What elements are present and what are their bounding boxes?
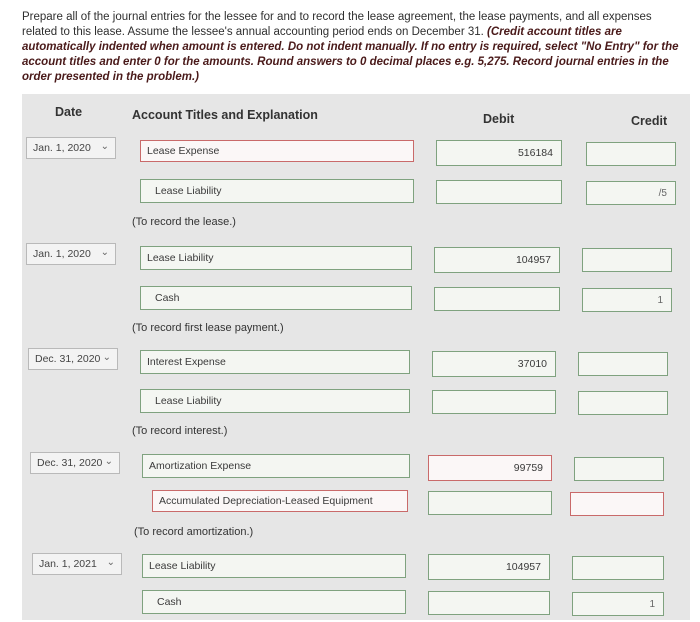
- credit-mark: 1: [657, 294, 663, 306]
- entry-memo: (To record amortization.): [134, 526, 254, 538]
- credit-mark: /5: [658, 187, 667, 199]
- debit-amount-field[interactable]: [428, 591, 550, 615]
- instructions-text: Prepare all of the journal entries for the lessee for and to record the lease agreement, the lease payments, and all expenses related to this lease. Assume the lessee's annual accounting period ends on December 31.: [22, 11, 652, 38]
- chevron-down-icon: ⌄: [106, 557, 115, 568]
- credit-amount-field[interactable]: [586, 142, 676, 166]
- header-date: Date: [55, 105, 83, 119]
- credit-mark: 1: [649, 598, 655, 610]
- credit-amount-field[interactable]: [572, 556, 664, 580]
- credit-account-field[interactable]: Cash: [140, 286, 412, 310]
- credit-amount-field[interactable]: [582, 248, 672, 272]
- debit-account-field[interactable]: Amortization Expense: [142, 454, 410, 478]
- instructions-emphasis: (Credit account titles are automatically indented when amount is entered. Do not indent manually. If no entry is required, select "No Entry" for the account titles and enter 0 for the amounts. Round answers to 0 decimal places e.g. 5,275. Record journal entries in the order presented in the problem.): [22, 26, 679, 83]
- chevron-down-icon: ⌄: [102, 352, 111, 363]
- date-select[interactable]: [32, 553, 122, 575]
- debit-amount-field[interactable]: 104957: [428, 554, 550, 580]
- credit-account-field[interactable]: Accumulated Depreciation-Leased Equipment: [152, 490, 408, 512]
- credit-amount-field[interactable]: [570, 492, 664, 516]
- date-select[interactable]: [26, 137, 116, 159]
- date-value: Dec. 31, 2020: [37, 457, 103, 469]
- debit-amount-field[interactable]: 37010: [432, 351, 556, 377]
- debit-amount-field[interactable]: [432, 390, 556, 414]
- date-value: Jan. 1, 2020: [33, 142, 91, 154]
- debit-amount-field[interactable]: 516184: [436, 140, 562, 166]
- debit-account-field[interactable]: Lease Expense: [140, 140, 414, 162]
- credit-account-field[interactable]: Lease Liability: [140, 179, 414, 203]
- debit-amount-field[interactable]: [428, 491, 552, 515]
- header-account: Account Titles and Explanation: [132, 108, 318, 122]
- header-debit: Debit: [483, 112, 515, 126]
- credit-amount-field[interactable]: [574, 457, 664, 481]
- date-select[interactable]: [28, 348, 118, 370]
- credit-amount-field[interactable]: [572, 592, 664, 616]
- header-credit: Credit: [631, 114, 668, 128]
- credit-amount-field[interactable]: [578, 352, 668, 376]
- debit-amount-field[interactable]: 99759: [428, 455, 552, 481]
- debit-account-field[interactable]: Lease Liability: [142, 554, 406, 578]
- entry-memo: (To record first lease payment.): [132, 322, 284, 334]
- debit-amount-field[interactable]: [436, 180, 562, 204]
- date-select[interactable]: [30, 452, 120, 474]
- debit-amount-field[interactable]: [434, 287, 560, 311]
- date-value: Dec. 31, 2020: [35, 353, 101, 365]
- chevron-down-icon: ⌄: [100, 141, 109, 152]
- credit-account-field[interactable]: Cash: [142, 590, 406, 614]
- chevron-down-icon: ⌄: [104, 456, 113, 467]
- entry-memo: (To record the lease.): [132, 216, 236, 228]
- credit-amount-field[interactable]: [582, 288, 672, 312]
- credit-amount-field[interactable]: [586, 181, 676, 205]
- date-value: Jan. 1, 2021: [39, 558, 97, 570]
- chevron-down-icon: ⌄: [100, 247, 109, 258]
- entry-memo: (To record interest.): [132, 425, 228, 437]
- debit-account-field[interactable]: Lease Liability: [140, 246, 412, 270]
- date-value: Jan. 1, 2020: [33, 248, 91, 260]
- credit-account-field[interactable]: Lease Liability: [140, 389, 410, 413]
- debit-amount-field[interactable]: 104957: [434, 247, 560, 273]
- credit-amount-field[interactable]: [578, 391, 668, 415]
- debit-account-field[interactable]: Interest Expense: [140, 350, 410, 374]
- instructions: [22, 10, 682, 85]
- date-select[interactable]: [26, 243, 116, 265]
